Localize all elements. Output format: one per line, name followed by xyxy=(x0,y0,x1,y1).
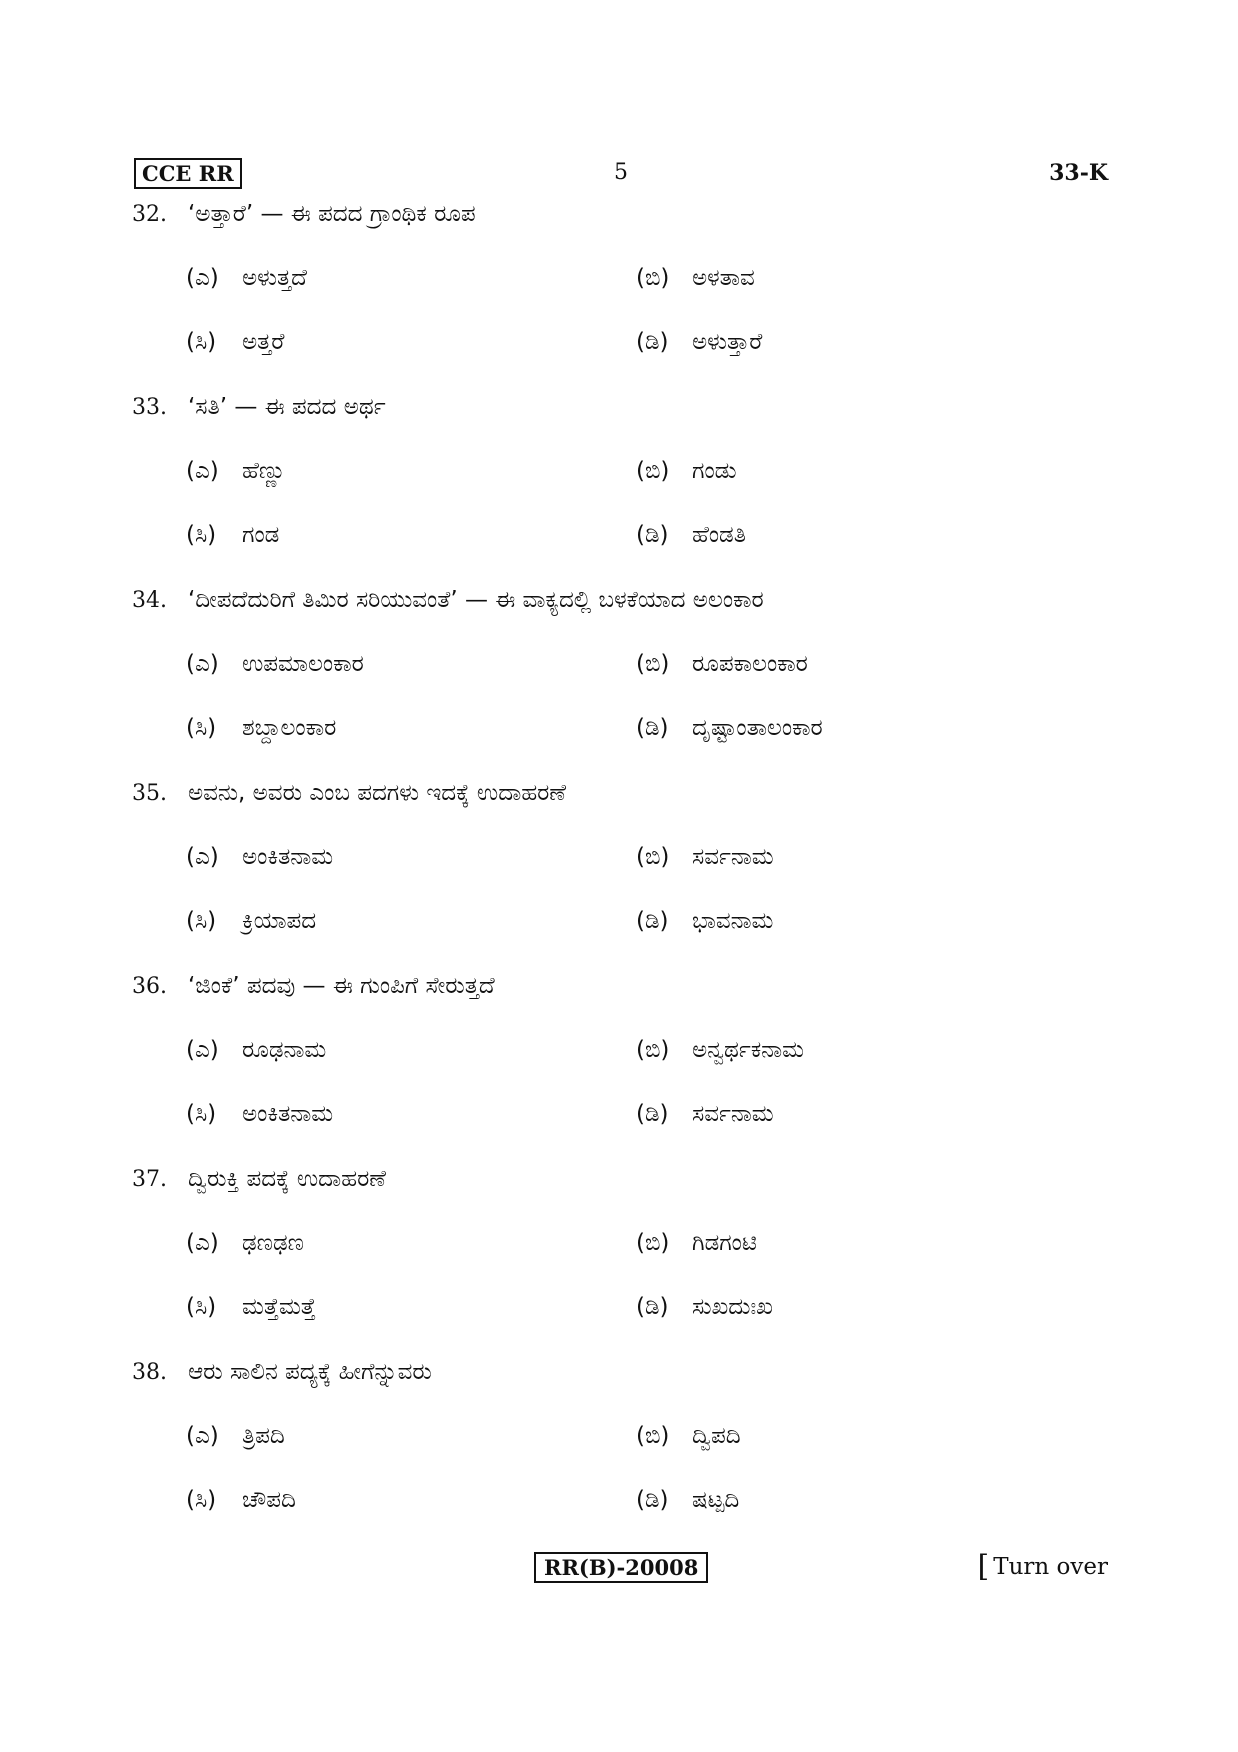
option-label: (ಸಿ) xyxy=(186,1101,217,1127)
option-label: (ಎ) xyxy=(186,1230,219,1256)
question-number: 34. xyxy=(132,588,167,613)
option-text: ಅತ್ತರೆ xyxy=(242,329,285,355)
exam-code-box: CCE RR xyxy=(134,158,242,189)
question-stem xyxy=(132,1356,432,1389)
option-b xyxy=(636,262,755,294)
option-text: ತ್ರಿಪದಿ xyxy=(242,1423,285,1449)
option-a xyxy=(186,1034,326,1066)
option-text: ಕ್ರಿಯಾಪದ xyxy=(242,908,317,934)
option-label: (ಸಿ) xyxy=(186,1294,217,1320)
bracket-glyph: [ xyxy=(977,1549,990,1584)
option-label: (ಬಿ) xyxy=(636,1423,670,1449)
question-37 xyxy=(132,1159,1112,1352)
option-text: ಸುಖದುಃಖ xyxy=(692,1294,773,1320)
option-text: ಗಿಡಗಂಟಿ xyxy=(692,1230,757,1256)
option-label: (ಸಿ) xyxy=(186,715,217,741)
question-text: ‘ಜಿಂಕೆ’ ಪದವು — ಈ ಗುಂಪಿಗೆ ಸೇರುತ್ತದೆ xyxy=(188,973,495,999)
option-text: ಅಳತಾವ xyxy=(692,265,755,291)
option-text: ದ್ವಿಪದಿ xyxy=(692,1423,741,1449)
option-b xyxy=(636,1227,757,1259)
question-text: ಆರು ಸಾಲಿನ ಪದ್ಯಕ್ಕೆ ಹೀಗೆನ್ನುವರು xyxy=(188,1359,432,1385)
option-text: ಹೆಣ್ಣು xyxy=(242,458,286,484)
option-a xyxy=(186,1227,304,1259)
option-c xyxy=(186,519,279,551)
question-32 xyxy=(132,194,1112,387)
option-label: (ಸಿ) xyxy=(186,522,217,548)
option-label: (ಬಿ) xyxy=(636,265,670,291)
question-list xyxy=(132,194,1112,1545)
question-number: 35. xyxy=(132,781,167,806)
option-label: (ಸಿ) xyxy=(186,1487,217,1513)
option-a xyxy=(186,262,307,294)
question-33 xyxy=(132,387,1112,580)
option-label: (ಎ) xyxy=(186,265,219,291)
question-36 xyxy=(132,966,1112,1159)
option-c xyxy=(186,905,316,937)
option-label: (ಬಿ) xyxy=(636,458,670,484)
option-label: (ಎ) xyxy=(186,458,219,484)
option-b xyxy=(636,455,737,487)
option-label: (ಎ) xyxy=(186,1423,219,1449)
page-footer xyxy=(134,1549,1108,1586)
option-label: (ಸಿ) xyxy=(186,908,217,934)
option-text: ರೂಢನಾಮ xyxy=(242,1037,327,1063)
question-stem xyxy=(132,970,495,1003)
question-number: 38. xyxy=(132,1360,167,1385)
question-number: 32. xyxy=(132,202,167,227)
question-text: ‘ಅತ್ತಾರೆ’ — ಈ ಪದದ ಗ್ರಾಂಥಿಕ ರೂಪ xyxy=(188,201,476,227)
turn-over-note xyxy=(977,1549,1108,1584)
option-a xyxy=(186,455,286,487)
option-d xyxy=(636,1291,773,1323)
page-number: 5 xyxy=(614,160,628,185)
option-text: ಢಣಢಣ xyxy=(242,1230,304,1256)
option-b xyxy=(636,1420,741,1452)
option-d xyxy=(636,326,762,358)
option-text: ಅನ್ವರ್ಥಕನಾಮ xyxy=(692,1037,804,1063)
option-label: (ಎ) xyxy=(186,844,219,870)
option-label: (ಡಿ) xyxy=(636,1294,669,1320)
option-a xyxy=(186,648,364,680)
question-stem xyxy=(132,198,476,231)
option-d xyxy=(636,905,773,937)
option-label: (ಸಿ) xyxy=(186,329,217,355)
option-b xyxy=(636,1034,804,1066)
option-label: (ಬಿ) xyxy=(636,1230,670,1256)
question-number: 36. xyxy=(132,974,167,999)
question-stem xyxy=(132,777,566,810)
option-a xyxy=(186,841,333,873)
question-35 xyxy=(132,773,1112,966)
option-text: ಸರ್ವನಾಮ xyxy=(692,1101,774,1127)
option-label: (ಡಿ) xyxy=(636,908,669,934)
option-text: ಚೌಪದಿ xyxy=(242,1487,296,1513)
question-stem xyxy=(132,1163,386,1196)
option-label: (ಡಿ) xyxy=(636,329,669,355)
option-d xyxy=(636,1484,739,1516)
option-text: ರೂಪಕಾಲಂಕಾರ xyxy=(692,651,808,677)
option-label: (ಡಿ) xyxy=(636,715,669,741)
option-d xyxy=(636,712,823,744)
option-text: ಹೆಂಡತಿ xyxy=(692,522,746,548)
option-label: (ಬಿ) xyxy=(636,1037,670,1063)
question-text: ‘ದೀಪದೆದುರಿಗೆ ತಿಮಿರ ಸರಿಯುವಂತೆ’ — ಈ ವಾಕ್ಯದಲ್ಲಿ ಬಳಕೆಯಾದ ಅಲಂಕಾರ xyxy=(188,587,764,613)
question-number: 33. xyxy=(132,395,167,420)
option-label: (ಡಿ) xyxy=(636,1101,669,1127)
option-c xyxy=(186,712,336,744)
booklet-code-box: RR(B)-20008 xyxy=(534,1552,708,1583)
option-d xyxy=(636,1098,774,1130)
option-b xyxy=(636,841,774,873)
option-label: (ಡಿ) xyxy=(636,1487,669,1513)
option-label: (ಬಿ) xyxy=(636,651,670,677)
question-34 xyxy=(132,580,1112,773)
question-stem xyxy=(132,391,386,424)
turn-over-text: Turn over xyxy=(993,1554,1108,1580)
option-text: ಗಂಡು xyxy=(692,458,737,484)
option-label: (ಎ) xyxy=(186,1037,219,1063)
question-text: ದ್ವಿರುಕ್ತಿ ಪದಕ್ಕೆ ಉದಾಹರಣೆ xyxy=(188,1166,386,1192)
option-text: ಷಟ್ಪದಿ xyxy=(692,1487,740,1513)
option-text: ಅಳುತ್ತದೆ xyxy=(242,265,307,291)
option-b xyxy=(636,648,808,680)
option-text: ಸರ್ವನಾಮ xyxy=(692,844,774,870)
paper-code: 33-K xyxy=(1049,160,1108,186)
question-text: ‘ಸತಿ’ — ಈ ಪದದ ಅರ್ಥ xyxy=(188,394,386,420)
option-text: ಅಂಕಿತನಾಮ xyxy=(242,1101,334,1127)
option-c xyxy=(186,1291,316,1323)
page-header xyxy=(134,158,1108,192)
option-c xyxy=(186,1098,333,1130)
option-text: ಅಳುತ್ತಾರೆ xyxy=(692,329,763,355)
option-text: ಮತ್ತೆಮತ್ತೆ xyxy=(242,1294,316,1320)
question-text: ಅವನು, ಅವರು ಎಂಬ ಪದಗಳು ಇದಕ್ಕೆ ಉದಾಹರಣೆ xyxy=(188,780,567,806)
option-text: ಭಾವನಾಮ xyxy=(692,908,774,934)
option-label: (ಬಿ) xyxy=(636,844,670,870)
option-c xyxy=(186,1484,296,1516)
option-text: ಉಪಮಾಲಂಕಾರ xyxy=(242,651,364,677)
option-label: (ಎ) xyxy=(186,651,219,677)
option-text: ದೃಷ್ಟಾಂತಾಲಂಕಾರ xyxy=(692,715,823,741)
option-label: (ಡಿ) xyxy=(636,522,669,548)
option-c xyxy=(186,326,284,358)
question-number: 37. xyxy=(132,1167,167,1192)
option-text: ಅಂಕಿತನಾಮ xyxy=(242,844,334,870)
option-d xyxy=(636,519,746,551)
question-stem xyxy=(132,584,764,617)
question-38 xyxy=(132,1352,1112,1545)
option-text: ಗಂಡ xyxy=(242,522,280,548)
option-text: ಶಬ್ದಾಲಂಕಾರ xyxy=(242,715,337,741)
option-a xyxy=(186,1420,285,1452)
